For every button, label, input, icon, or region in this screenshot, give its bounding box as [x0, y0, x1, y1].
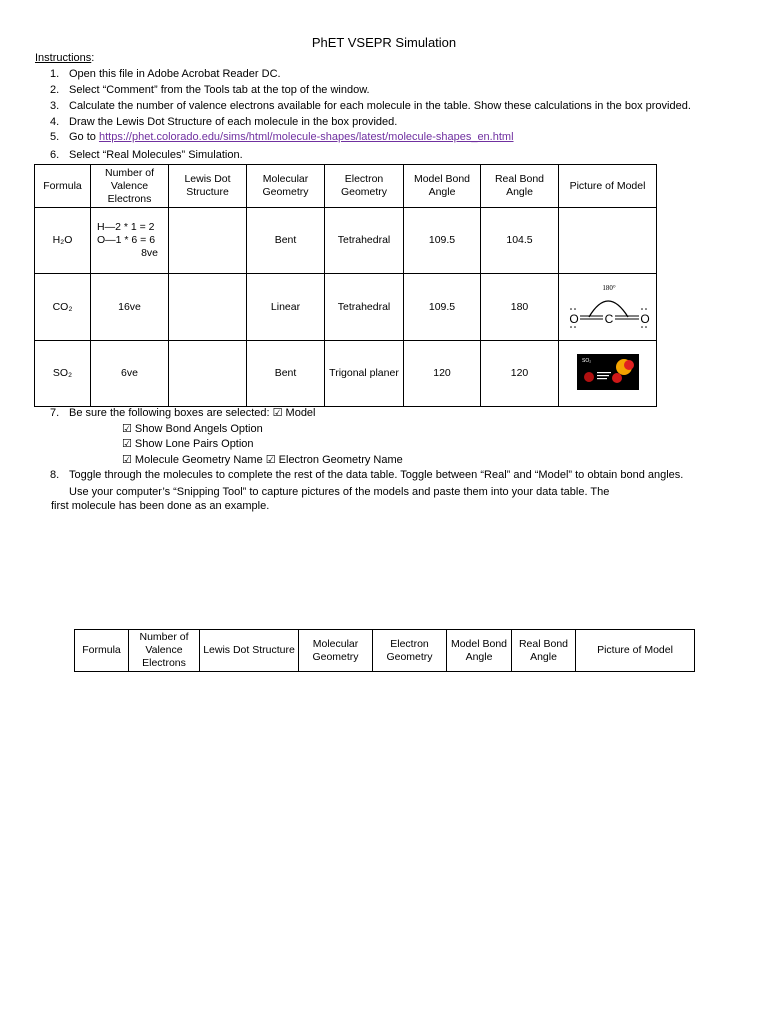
table-row	[35, 274, 657, 341]
cell-electron-geometry: Tetrahedral	[325, 274, 404, 341]
valence-total: 8ve	[141, 247, 158, 259]
data-table-blank	[74, 629, 695, 672]
header-molecular-geometry: Molecular Geometry	[247, 165, 325, 208]
cell-formula: H₂O	[35, 208, 91, 274]
so2-model-thumbnail	[577, 354, 639, 390]
step-5: 5. Go to https://phet.colorado.edu/sims/html/molecule-shapes/latest/molecule-shapes_en.html	[50, 131, 514, 143]
header-electron-geometry: Electron Geometry	[325, 165, 404, 208]
step-8-line-2: Use your computer’s “Snipping Tool” to capture pictures of the models and paste them into your data table. The	[69, 486, 610, 498]
option-geometry-names[interactable]: ☑ Molecule Geometry Name ☑ Electron Geometry Name	[122, 454, 403, 466]
cell-electron-geometry: Tetrahedral	[325, 208, 404, 274]
cell-valence	[91, 208, 169, 274]
header-electron-geometry: Electron Geometry	[373, 630, 447, 672]
instructions-label: Instructions	[35, 52, 92, 64]
cell-real-angle: 120	[481, 341, 559, 407]
cell-valence: 6ve	[91, 341, 169, 407]
table-row	[35, 341, 657, 407]
oxygen-atom	[624, 360, 634, 370]
step-4: 4. Draw the Lewis Dot Structure of each molecule in the box provided.	[50, 116, 398, 128]
header-valence-electrons: Number of Valence Electrons	[129, 630, 200, 672]
cell-picture[interactable]	[559, 274, 657, 341]
cell-molecular-geometry: Linear	[247, 274, 325, 341]
valence-line: H—2 * 1 = 2	[97, 221, 155, 233]
phet-link[interactable]: https://phet.colorado.edu/sims/html/molecule-shapes/latest/molecule-shapes_en.html	[98, 131, 514, 143]
cell-real-angle: 104.5	[481, 208, 559, 274]
co2-angle-label: 180°	[601, 284, 616, 292]
step-6: 6. Select “Real Molecules” Simulation.	[50, 149, 243, 161]
cell-lewis[interactable]	[169, 208, 247, 274]
co2-structure-diagram	[562, 281, 654, 329]
header-formula: Formula	[75, 630, 129, 672]
lone-pair-dot	[641, 308, 643, 310]
valence-line: O—1 * 6 = 6	[97, 234, 156, 246]
thumbnail-text-line	[597, 375, 609, 376]
step-1: 1. Open this file in Adobe Acrobat Reader DC.	[50, 68, 281, 80]
header-real-bond-angle: Real Bond Angle	[512, 630, 576, 672]
cell-molecular-geometry: Bent	[247, 341, 325, 407]
header-model-bond-angle: Model Bond Angle	[404, 165, 481, 208]
header-molecular-geometry: Molecular Geometry	[299, 630, 373, 672]
cell-lewis[interactable]	[169, 341, 247, 407]
header-lewis-dot: Lewis Dot Structure	[169, 165, 247, 208]
step-8: 8. Toggle through the molecules to complete the rest of the data table. Toggle between “Real” and “Model” to obtain bond angles.	[50, 469, 684, 481]
step-7: 7. Be sure the following boxes are selected: ☑ Model	[50, 407, 316, 419]
header-valence-electrons: Number of Valence Electrons	[91, 165, 169, 208]
lone-pair-dot	[574, 308, 576, 310]
header-lewis-dot: Lewis Dot Structure	[200, 630, 299, 672]
thumbnail-text-line	[597, 372, 611, 373]
cell-picture[interactable]	[559, 208, 657, 274]
lone-pair-dot	[645, 326, 647, 328]
header-real-bond-angle: Real Bond Angle	[481, 165, 559, 208]
step-8-line-3: first molecule has been done as an example.	[51, 500, 270, 512]
atom-o-right: O	[639, 312, 650, 326]
thumbnail-text-line	[597, 378, 607, 379]
header-picture-of-model: Picture of Model	[559, 165, 657, 208]
thumbnail-orb	[584, 372, 594, 382]
cell-molecular-geometry: Bent	[247, 208, 325, 274]
cell-real-angle: 180	[481, 274, 559, 341]
lone-pair-dot	[574, 326, 576, 328]
option-bond-angles[interactable]: ☑ Show Bond Angels Option	[122, 423, 263, 435]
atom-o-left: O	[568, 312, 579, 326]
table-row	[35, 208, 657, 274]
page-title: PhET VSEPR Simulation	[311, 35, 457, 50]
lone-pair-dot	[641, 326, 643, 328]
header-formula: Formula	[35, 165, 91, 208]
cell-electron-geometry: Trigonal planer	[325, 341, 404, 407]
lone-pair-dot	[570, 326, 572, 328]
instructions-heading: Instructions:	[35, 52, 95, 64]
cell-valence: 16ve	[91, 274, 169, 341]
cell-picture[interactable]	[559, 341, 657, 407]
atom-c: C	[604, 312, 613, 326]
option-lone-pairs[interactable]: ☑ Show Lone Pairs Option	[122, 438, 254, 450]
cell-model-angle: 120	[404, 341, 481, 407]
table-header-row	[35, 165, 657, 208]
step-2: 2. Select “Comment” from the Tools tab at the top of the window.	[50, 84, 370, 96]
data-table-example	[34, 164, 657, 407]
header-model-bond-angle: Model Bond Angle	[447, 630, 512, 672]
thumbnail-label: SO₂	[581, 357, 591, 364]
table-header-row	[75, 630, 695, 672]
oxygen-atom	[612, 373, 622, 383]
header-picture-of-model: Picture of Model	[576, 630, 695, 672]
lone-pair-dot	[570, 308, 572, 310]
cell-formula: SO₂	[35, 341, 91, 407]
cell-model-angle: 109.5	[404, 274, 481, 341]
lone-pair-dot	[645, 308, 647, 310]
step-3: 3. Calculate the number of valence electrons available for each molecule in the table. Show these calculations in the box provided.	[50, 100, 691, 112]
cell-formula: CO₂	[35, 274, 91, 341]
cell-lewis[interactable]	[169, 274, 247, 341]
cell-model-angle: 109.5	[404, 208, 481, 274]
